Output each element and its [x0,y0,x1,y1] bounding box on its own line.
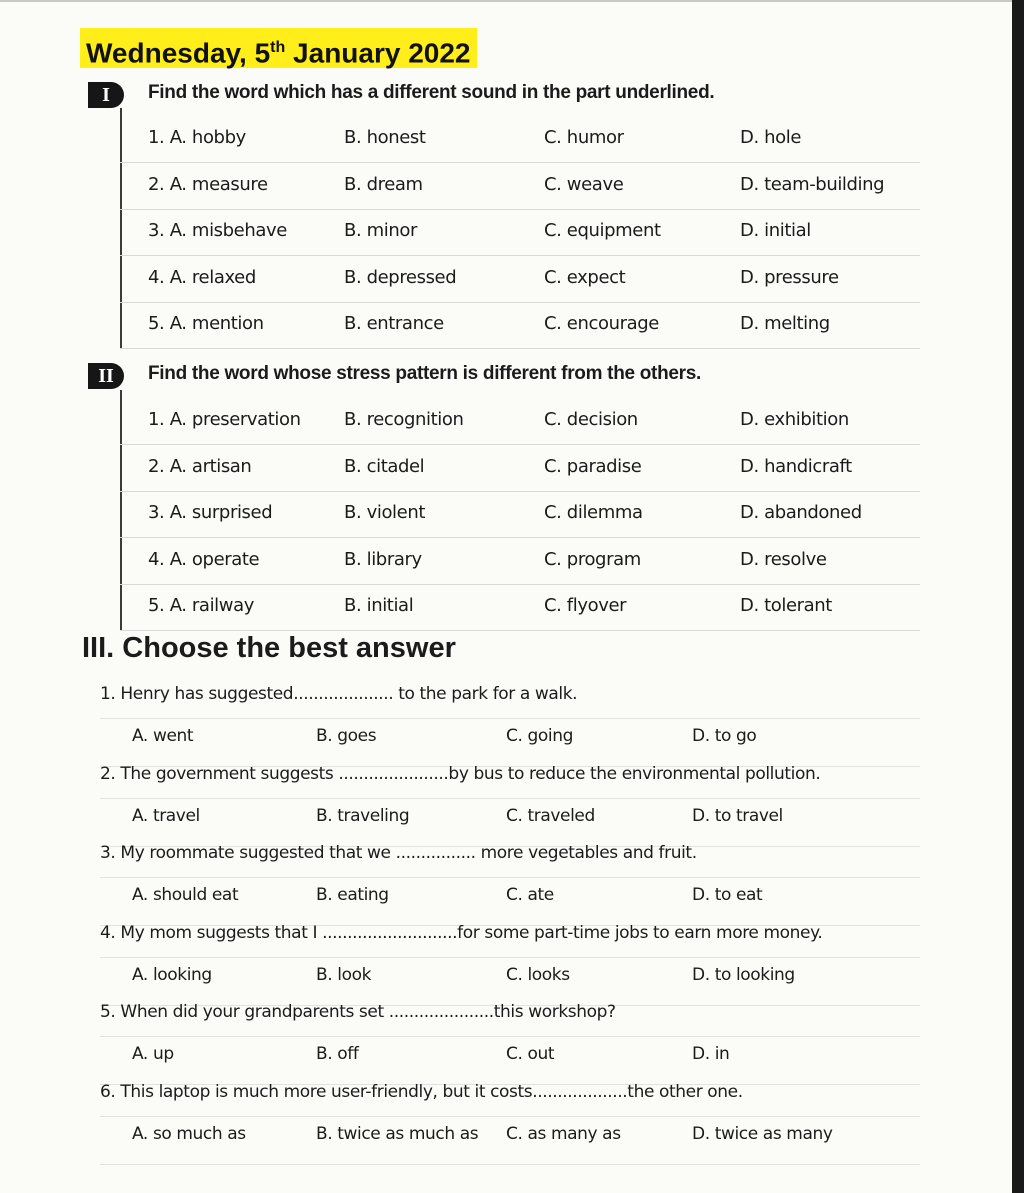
mc-question-text: 1. Henry has suggested.................... to the park for a walk. [100,684,578,704]
stress-question-row [120,445,920,492]
mc-question-text: 5. When did your grandparents set .....................this workshop? [100,1002,616,1022]
mc-option: D. twice as many [692,1123,833,1144]
stress-question-option: D. tolerant [740,595,832,616]
sound-question-option: C. expect [544,266,626,288]
stress-question-row [120,398,920,445]
date-heading [80,28,477,68]
mc-question [100,919,920,958]
stress-question-option: D. handicraft [740,455,852,477]
mc-options-row [100,1124,920,1165]
sound-question-option: D. initial [740,220,811,241]
stress-question-option: 5. A. railway [148,595,254,616]
stress-question-option: 3. A. surprised [148,502,273,523]
sound-question-option: D. team-building [740,173,885,195]
mc-question-text: 6. This laptop is much more user-friendly, but it costs...................the other one. [100,1081,743,1102]
mc-option: B. traveling [316,805,410,826]
mc-option: D. in [692,1044,730,1064]
mc-option: C. as many as [506,1123,621,1144]
stress-question-option: C. dilemma [544,502,643,523]
mc-option: A. travel [132,805,200,826]
sound-question-option: B. minor [344,220,417,241]
mc-question [100,680,920,719]
sound-question-option: B. entrance [344,313,444,334]
top-border [0,0,1012,2]
stress-question-option: C. decision [544,409,638,430]
mc-option: A. went [132,726,194,746]
mc-option: A. so much as [132,1123,246,1144]
stress-question-option: B. initial [344,595,414,616]
stress-question-option: 2. A. artisan [148,455,252,477]
mc-option: B. off [316,1044,359,1064]
mc-option: C. looks [506,964,570,985]
stress-question-option: 4. A. operate [148,548,260,570]
stress-question-option: C. paradise [544,455,642,477]
sound-question-option: B. dream [344,173,423,195]
date-suffix: January 2022 [285,37,471,69]
mc-option: A. looking [132,964,212,985]
sound-question-option: C. equipment [544,220,661,241]
stress-question-row [120,538,920,585]
sound-question-option: 1. A. hobby [148,127,246,148]
stress-question-option: B. violent [344,502,425,523]
sound-question-option: D. pressure [740,266,839,288]
stress-question-option: C. program [544,548,641,570]
section-1-title: Find the word which has a different sound in the part underlined. [148,82,715,103]
stress-question-option: D. abandoned [740,502,862,523]
mc-option: D. to looking [692,964,795,985]
sound-question-option: 5. A. mention [148,313,264,334]
mc-question-text: 4. My mom suggests that I ...........................for some part-time jobs to earn more money. [100,922,823,943]
section-2-title: Find the word whose stress pattern is different from the others. [148,363,701,384]
mc-option: C. out [506,1044,555,1064]
sound-question-option: 3. A. misbehave [148,220,287,241]
mc-option: D. to eat [692,885,763,905]
mc-question [100,839,920,878]
sound-question-row [120,209,920,256]
stress-question-option: C. flyover [544,595,627,616]
sound-question-option: C. humor [544,127,624,148]
mc-option: C. ate [506,885,554,905]
mc-option: C. going [506,726,573,746]
sound-question-option: B. honest [344,127,426,148]
sound-question-row [120,116,920,163]
section-3-title: III. Choose the best answer [82,632,456,664]
stress-question-option: B. citadel [344,455,425,477]
mc-question-text: 2. The government suggests ......................by bus to reduce the environmental pollution. [100,763,821,784]
mc-option: D. to go [692,726,757,746]
sound-question-option: 2. A. measure [148,173,268,195]
date-sup: th [270,39,286,56]
stress-question-option: B. library [344,548,422,570]
mc-option: A. should eat [132,885,239,905]
sound-question-option: C. encourage [544,313,659,334]
mc-option: B. look [316,964,372,985]
mc-option: D. to travel [692,805,783,826]
mc-option: B. eating [316,885,389,905]
date-prefix: Wednesday, 5 [86,37,271,69]
stress-question-option: 1. A. preservation [148,409,301,430]
mc-question [100,760,920,799]
sound-question-option: B. depressed [344,266,457,288]
sound-question-row [120,163,920,210]
mc-question [100,1078,920,1117]
mc-option: B. goes [316,726,377,746]
sound-question-row [120,302,920,349]
mc-question-text: 3. My roommate suggested that we ................ more vegetables and fruit. [100,843,697,863]
mc-option: A. up [132,1044,174,1064]
sound-question-option: 4. A. relaxed [148,266,256,288]
section-1-badge: I [88,82,124,108]
mc-question [100,998,920,1037]
stress-question-option: B. recognition [344,409,464,430]
stress-question-row [120,491,920,538]
sound-question-row [120,256,920,303]
stress-question-row [120,584,920,631]
sound-question-option: D. hole [740,127,801,148]
section-2-badge: II [88,363,124,389]
stress-question-option: D. exhibition [740,409,849,430]
mc-option: B. twice as much as [316,1123,479,1144]
stress-question-option: D. resolve [740,548,827,570]
mc-option: C. traveled [506,805,595,826]
sound-question-option: D. melting [740,313,830,334]
sound-question-option: C. weave [544,173,624,195]
